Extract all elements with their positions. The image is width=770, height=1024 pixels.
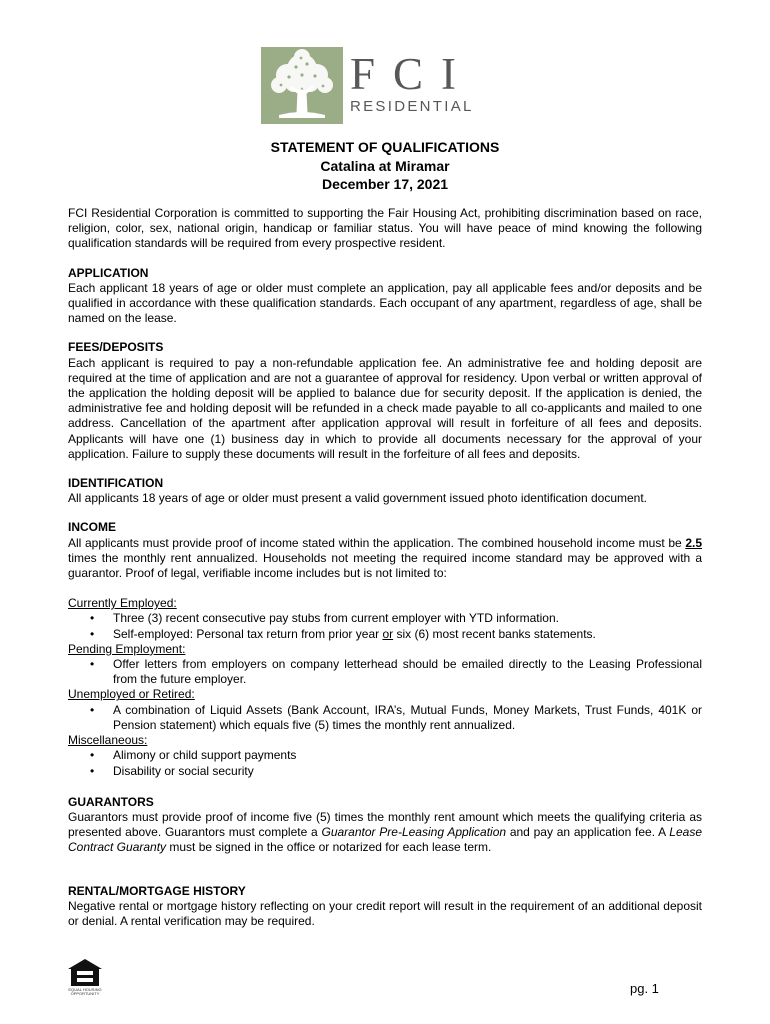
misc-list — [68, 748, 702, 778]
application-heading: APPLICATION — [68, 265, 149, 280]
list-item: • Offer letters from employers on company letterhead should be emailed directly to the Leasing Professional from the future employer. — [68, 657, 702, 687]
list-item-text: six (6) most recent banks statements. — [393, 626, 596, 641]
application-body: Each applicant 18 years of age or older must complete an application, pay all applicable fees and/or deposits and be qualified in accordance with these qualification standards. Each occupant of any apartment, regardless of age, shall be named on the lease. — [68, 280, 702, 326]
equal-housing-icon — [66, 958, 104, 988]
income-body-post: times the monthly rent annualized. Households not meeting the required income standard may be approved with a guarantor. Proof of legal, verifiable income includes but is not limited to: — [68, 550, 702, 581]
list-item: • A combination of Liquid Assets (Bank Account, IRA’s, Mutual Funds, Money Markets, Trust Funds, 401K or Pension statement) which equals five (5) times the monthly rent annualized. — [68, 703, 702, 733]
guaranty-contract-name: Lease Contract Guaranty — [68, 825, 702, 855]
employed-list — [68, 611, 702, 641]
logo-brand: FCI — [350, 49, 475, 99]
fees-section — [68, 340, 702, 462]
guarantor-form-name: Guarantor Pre-Leasing Application — [321, 825, 507, 840]
list-item — [68, 627, 702, 642]
income-body — [68, 536, 702, 582]
logo-mark — [261, 47, 343, 124]
rental-body: Negative rental or mortgage history reflecting on your credit report will result in the requirement of an additional deposit or denial. A rental verification may be required. — [68, 898, 702, 928]
pending-label: Pending Employment: — [68, 641, 186, 656]
income-body-pre: All applicants must provide proof of income stated within the application. The combined household income must be — [68, 535, 686, 550]
guarantors-text: must be signed in the office or notarized for each lease term. — [166, 840, 492, 855]
page-number: pg. 1 — [630, 981, 659, 996]
rental-section — [68, 884, 702, 930]
application-section — [68, 266, 702, 327]
fees-heading: FEES/DEPOSITS — [68, 340, 164, 355]
fees-body: Each applicant is required to pay a non-refundable application fee. An administrative fee and holding deposit are required at the time of application and are not a guarantee of approval for residency. Upon verbal or written approval of the application the holding deposit will be applied to balance due for security deposit. If the application is denied, the administrative fee and holding deposit will be refunded in a check made payable to all co-applicants and mailed to one address. Cancellation of the apartment after application approval will result in forfeiture of all fees and deposits. Applicants will have one (1) business day in which to provide all documents necessary for the approval of your application. Failure to supply these documents will result in the forfeiture of all fees and deposits. — [68, 355, 702, 461]
list-item: • Three (3) recent consecutive pay stubs from current employer with YTD information. — [68, 611, 702, 626]
retired-list — [68, 703, 702, 733]
tree-icon — [261, 47, 343, 124]
rental-heading: RENTAL/MORTGAGE HISTORY — [68, 883, 246, 898]
document-date: December 17, 2021 — [321, 176, 449, 192]
document-body — [68, 206, 702, 929]
guarantors-section — [68, 795, 702, 856]
title-block — [0, 138, 770, 194]
identification-heading: IDENTIFICATION — [68, 476, 164, 491]
list-item-emphasis: or — [382, 626, 394, 641]
retired-label: Unemployed or Retired: — [68, 687, 195, 702]
pending-list — [68, 657, 702, 687]
list-item-text: Self-employed: Personal tax return from prior year — [113, 626, 383, 641]
equal-housing-label: EQUAL HOUSING OPPORTUNITY — [68, 987, 102, 996]
logo-subtitle: RESIDENTIAL — [350, 98, 474, 115]
intro-paragraph: FCI Residential Corporation is committed to supporting the Fair Housing Act, prohibiting discrimination based on race, religion, color, sex, national origin, handicap or familiar status. You will have peace of mind knowing the following qualification standards will be required from every prospective resident. — [68, 206, 702, 251]
list-item: • Alimony or child support payments — [68, 748, 702, 763]
income-section — [68, 520, 702, 778]
employed-label: Currently Employed: — [68, 596, 177, 611]
misc-label: Miscellaneous: — [68, 733, 148, 748]
list-item: • Disability or social security — [68, 764, 702, 779]
guarantors-body — [68, 810, 702, 856]
identification-body: All applicants 18 years of age or older must present a valid government issued photo identification document. — [68, 491, 647, 506]
guarantors-heading: GUARANTORS — [68, 794, 154, 809]
income-heading: INCOME — [68, 520, 116, 535]
identification-section — [68, 476, 702, 506]
document-title: STATEMENT OF QUALIFICATIONS — [270, 139, 500, 155]
guarantors-text: and pay an application fee. A — [506, 825, 670, 840]
property-name: Catalina at Miramar — [320, 157, 450, 174]
guarantors-text: Guarantors must provide proof of income five (5) times the monthly rent amount which meets the qualifying criteria as presented above. Guarantors must complete a — [68, 809, 702, 840]
income-multiplier: 2.5 — [685, 535, 702, 550]
